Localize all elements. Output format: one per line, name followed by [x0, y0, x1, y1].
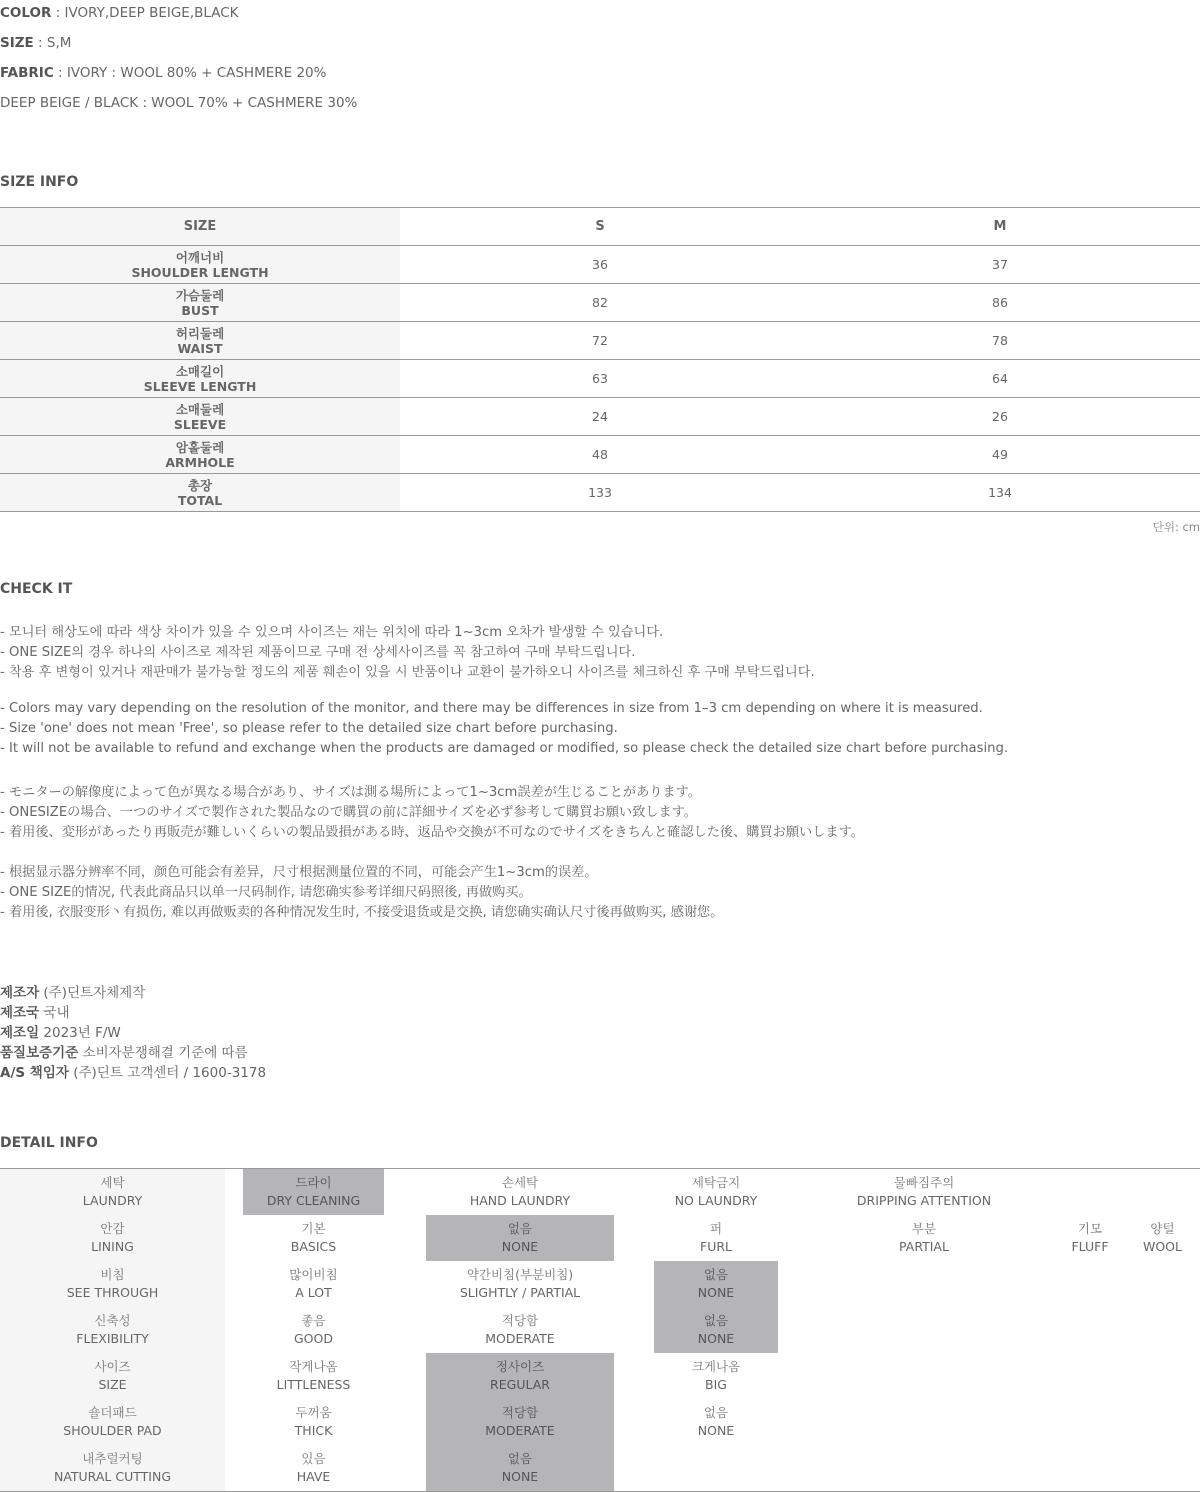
maker-label: 제조일 — [0, 1025, 40, 1041]
check-note: - 根据显示器分辨率不同，颜色可能会有差异，尺寸根据测量位置的不同，可能会产生1~3cm的误差。 — [0, 865, 598, 880]
detail-label-ko: 세탁 — [100, 1175, 125, 1190]
detail-label-ko: 사이즈 — [94, 1359, 131, 1374]
option-ko: 없음 — [507, 1221, 533, 1236]
check-note: - Size 'one' does not mean 'Free', so please refer to the detailed size chart before purchasing. — [0, 721, 618, 736]
detail-option — [243, 1215, 384, 1261]
check-note: - ONE SIZE의 경우 하나의 사이즈로 제작된 제품이므로 구매 전 상세사이즈를 꼭 참고하여 구매 부탁드립니다. — [0, 645, 636, 660]
table-row — [0, 474, 1200, 512]
option-en: LITTLENESS — [276, 1377, 351, 1392]
option-ko: 약간비침(부분비침) — [466, 1267, 574, 1282]
color-spec — [0, 5, 239, 21]
check-note: - ONE SIZE的情况, 代表此商品只以单一尺码制作, 请您确实参考详细尺码照後, 再做购买。 — [0, 885, 532, 900]
detail-label-en: LINING — [91, 1239, 134, 1254]
detail-option — [243, 1353, 384, 1399]
option-en: FURL — [700, 1239, 732, 1254]
measure-label-ko: 가슴둘레 — [175, 287, 225, 303]
option-ko: 없음 — [507, 1451, 533, 1466]
detail-label-ko: 숄더패드 — [88, 1405, 137, 1420]
measure-label-ko: 소매둘레 — [175, 401, 225, 417]
option-en: NONE — [501, 1239, 539, 1254]
measure-value-m: 26 — [992, 409, 1008, 424]
option-en: HAND LAUNDRY — [469, 1193, 571, 1208]
detail-option-selected — [654, 1307, 778, 1353]
measure-value-m: 134 — [988, 485, 1012, 500]
detail-option-selected — [426, 1353, 614, 1399]
option-ko: 적당함 — [501, 1313, 539, 1328]
color-label: COLOR — [0, 5, 52, 21]
measure-value-s: 24 — [592, 409, 608, 424]
check-note: - 모니터 해상도에 따라 색상 차이가 있을 수 있으며 사이즈는 재는 위치에 따라 1~3cm 오차가 발생할 수 있습니다. — [0, 625, 664, 640]
detail-option — [1130, 1215, 1195, 1261]
option-ko: 두꺼움 — [295, 1405, 332, 1420]
option-ko: 손세탁 — [501, 1175, 539, 1190]
size-header-label: SIZE — [0, 208, 400, 245]
fabric-label: FABRIC — [0, 65, 54, 81]
detail-option — [243, 1445, 384, 1491]
option-en: NONE — [697, 1423, 735, 1438]
option-ko: 작게나옴 — [289, 1359, 338, 1374]
measure-label-ko: 어깨너비 — [175, 249, 225, 265]
option-ko: 퍼 — [709, 1221, 723, 1236]
measure-label-ko: 암홀둘레 — [175, 439, 225, 455]
detail-option-selected — [426, 1399, 614, 1445]
measure-label — [0, 246, 400, 283]
detail-option — [654, 1215, 778, 1261]
detail-option — [824, 1169, 1024, 1215]
option-ko: 기본 — [301, 1221, 326, 1236]
option-ko: 부분 — [911, 1221, 937, 1236]
measure-value-s: 82 — [592, 295, 608, 310]
check-note: - ONESIZEの場合、一つのサイズで製作された製品なので購買の前に詳細サイズを必ず参考して購買お願い致します。 — [0, 805, 697, 820]
measure-value-s: 72 — [592, 333, 608, 348]
detail-row-label-size — [0, 1353, 225, 1399]
detail-label-en: LAUNDRY — [82, 1193, 143, 1208]
detail-option — [243, 1399, 384, 1445]
size-header-s: S — [595, 219, 605, 234]
measure-label-en: WAIST — [177, 340, 223, 356]
measure-value-s: 63 — [592, 371, 608, 386]
detail-label-en: SHOULDER PAD — [63, 1423, 162, 1438]
maker-info-line — [0, 1021, 121, 1041]
detail-option — [1050, 1215, 1130, 1261]
detail-label-ko: 비침 — [100, 1267, 125, 1282]
measure-label-en: BUST — [181, 302, 219, 318]
table-row — [0, 246, 1200, 284]
measure-label — [0, 436, 400, 473]
measure-value-s: 48 — [592, 447, 608, 462]
size-label: SIZE — [0, 35, 34, 51]
maker-value: 2023년 F/W — [39, 1025, 121, 1041]
option-ko: 양털 — [1150, 1221, 1175, 1236]
measure-label-ko: 소매길이 — [175, 363, 225, 379]
maker-label: 품질보증기준 — [0, 1045, 79, 1061]
detail-label-ko: 안감 — [100, 1221, 125, 1236]
fabric-spec-line2: DEEP BEIGE / BLACK : WOOL 70% + CASHMERE 30% — [0, 95, 358, 111]
option-en: MODERATE — [485, 1331, 555, 1346]
maker-label: 제조자 — [0, 985, 40, 1001]
option-ko: 크게나옴 — [691, 1359, 741, 1374]
option-ko: 드라이 — [295, 1175, 332, 1190]
table-row — [0, 360, 1200, 398]
maker-info-line — [0, 1061, 266, 1081]
maker-value: (주)딘트자체제작 — [39, 985, 146, 1001]
detail-option — [426, 1169, 614, 1215]
measure-label — [0, 284, 400, 321]
option-ko: 없음 — [703, 1267, 729, 1282]
option-en: PARTIAL — [899, 1239, 949, 1254]
option-ko: 좋음 — [301, 1313, 326, 1328]
detail-label-ko: 신축성 — [94, 1313, 131, 1328]
table-row — [0, 284, 1200, 322]
measure-label-en: SHOULDER LENGTH — [131, 264, 269, 280]
detail-row-label-shoulder-pad — [0, 1399, 225, 1445]
detail-info-title: DETAIL INFO — [0, 1135, 98, 1151]
measure-label — [0, 360, 400, 397]
detail-option — [243, 1307, 384, 1353]
table-row — [0, 398, 1200, 436]
detail-label-en: FLEXIBILITY — [76, 1331, 149, 1346]
measure-label-en: SLEEVE LENGTH — [143, 378, 257, 394]
size-spec — [0, 35, 71, 51]
table-row — [0, 322, 1200, 360]
fabric-value: : IVORY : WOOL 80% + CASHMERE 20% — [53, 65, 327, 81]
size-table-header — [0, 208, 1200, 246]
option-en: THICK — [294, 1423, 333, 1438]
detail-option — [426, 1307, 614, 1353]
option-ko: 없음 — [703, 1405, 729, 1420]
measure-label-en: ARMHOLE — [165, 454, 235, 470]
option-en: BASICS — [290, 1239, 337, 1254]
option-en: WOOL — [1142, 1239, 1182, 1254]
option-en: NONE — [697, 1285, 735, 1300]
detail-option-selected — [426, 1445, 614, 1491]
maker-label: A/S 책임자 — [0, 1065, 69, 1081]
size-table — [0, 207, 1200, 512]
detail-row-label-flexibility — [0, 1307, 225, 1353]
measure-label — [0, 474, 400, 511]
maker-info-line — [0, 1001, 70, 1021]
check-note: - 着用後、変形があったり再販売が難しいくらいの製品毀損がある時、返品や交換が不可なのでサイズをきちんと確認した後、購買お願いします。 — [0, 825, 864, 840]
check-note: - モニターの解像度によって色が異なる場合があり、サイズは測る場所によって1~3cm誤差が生じることがあります。 — [0, 785, 701, 800]
maker-info-line — [0, 981, 145, 1001]
detail-row-label-natural-cutting — [0, 1445, 225, 1491]
size-value: : S,M — [33, 35, 72, 51]
detail-option — [426, 1261, 614, 1307]
detail-label-en: NATURAL CUTTING — [53, 1469, 172, 1484]
detail-option — [654, 1399, 778, 1445]
measure-value-m: 86 — [992, 295, 1008, 310]
option-en: FLUFF — [1071, 1239, 1109, 1254]
measure-label-en: TOTAL — [177, 492, 223, 508]
size-header-m: M — [993, 219, 1007, 234]
table-row — [0, 436, 1200, 474]
detail-row-label-laundry — [0, 1169, 225, 1215]
option-ko: 물빠짐주의 — [893, 1175, 955, 1190]
check-note: - 착용 후 변형이 있거나 재판매가 불가능할 정도의 제품 훼손이 있을 시 반품이나 교환이 불가하오니 사이즈를 체크하신 후 구매 부탁드립니다. — [0, 665, 815, 680]
option-ko: 없음 — [703, 1313, 729, 1328]
detail-option-selected — [243, 1169, 384, 1215]
maker-value: 국내 — [39, 1005, 70, 1021]
check-note: - 着用後, 衣服变形丶有损伤, 难以再做贩卖的各种情况发生时, 不接受退货或是交换, 请您确实确认尺寸後再做购买, 感谢您。 — [0, 905, 724, 920]
fabric-spec — [0, 65, 326, 81]
detail-option — [654, 1353, 778, 1399]
measure-label-en: SLEEVE — [173, 416, 227, 432]
option-en: REGULAR — [490, 1377, 550, 1392]
measure-value-m: 37 — [992, 257, 1008, 272]
option-ko: 기모 — [1077, 1221, 1103, 1236]
option-ko: 정사이즈 — [495, 1359, 545, 1374]
detail-option — [654, 1169, 778, 1215]
detail-option-selected — [426, 1215, 614, 1261]
detail-option — [824, 1215, 1024, 1261]
size-info-title: SIZE INFO — [0, 174, 79, 190]
maker-value: 소비자분쟁해결 기준에 따름 — [78, 1045, 248, 1061]
option-en: BIG — [705, 1377, 727, 1392]
option-ko: 있음 — [301, 1451, 326, 1466]
option-en: MODERATE — [485, 1423, 555, 1438]
detail-label-ko: 내추럴커팅 — [82, 1451, 143, 1466]
measure-label — [0, 398, 400, 435]
option-en: DRY CLEANING — [266, 1193, 361, 1208]
measure-label-ko: 총장 — [187, 477, 213, 493]
maker-info-line — [0, 1041, 248, 1061]
option-en: HAVE — [296, 1469, 331, 1484]
option-ko: 세탁금지 — [691, 1175, 741, 1190]
check-it-title: CHECK IT — [0, 581, 73, 597]
measure-value-s: 36 — [592, 257, 608, 272]
option-en: NO LAUNDRY — [674, 1193, 758, 1208]
detail-row-label-see-through — [0, 1261, 225, 1307]
check-note: - Colors may vary depending on the resolution of the monitor, and there may be differences in size from 1–3 cm depending on where it is measured. — [0, 701, 983, 716]
measure-label — [0, 322, 400, 359]
option-en: GOOD — [294, 1331, 333, 1346]
option-en: NONE — [697, 1331, 735, 1346]
check-note: - It will not be available to refund and exchange when the products are damaged or modified, so please check the detailed size chart before purchasing. — [0, 741, 1009, 756]
detail-label-en: SIZE — [98, 1377, 127, 1392]
detail-row-label-lining — [0, 1215, 225, 1261]
measure-value-m: 78 — [992, 333, 1008, 348]
maker-value: (주)딘트 고객센터 / 1600-3178 — [68, 1065, 267, 1081]
measure-value-s: 133 — [588, 485, 612, 500]
measure-value-m: 64 — [992, 371, 1008, 386]
detail-option — [243, 1261, 384, 1307]
option-en: DRIPPING ATTENTION — [856, 1193, 992, 1208]
option-en: A LOT — [295, 1285, 332, 1300]
unit-note: 단위: cm — [1152, 520, 1200, 534]
option-ko: 적당함 — [501, 1405, 539, 1420]
maker-label: 제조국 — [0, 1005, 40, 1021]
option-en: NONE — [501, 1469, 539, 1484]
measure-label-ko: 허리둘레 — [175, 325, 225, 341]
detail-option-selected — [654, 1261, 778, 1307]
option-ko: 많이비침 — [289, 1267, 338, 1282]
option-en: SLIGHTLY / PARTIAL — [459, 1285, 581, 1300]
measure-value-m: 49 — [992, 447, 1008, 462]
color-value: : IVORY,DEEP BEIGE,BLACK — [51, 5, 239, 21]
detail-label-en: SEE THROUGH — [66, 1285, 159, 1300]
detail-table — [0, 1168, 1200, 1492]
